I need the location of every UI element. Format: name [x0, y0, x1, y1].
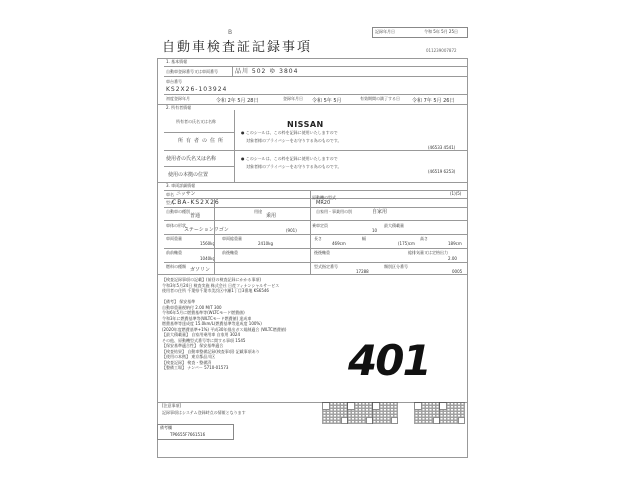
qr-code-2: [347, 402, 373, 424]
weight-value: 1560kg: [200, 241, 216, 246]
nissan-logo: NISSAN: [287, 120, 324, 129]
width-value: (175)cm: [398, 241, 415, 246]
gross-value: 2410kg: [258, 241, 274, 246]
capacity-value: 10: [372, 228, 378, 233]
user-location-label: 使用の本拠の位置: [168, 172, 209, 178]
shape-code: (901): [286, 228, 297, 233]
use-label: 用途: [254, 209, 262, 214]
engine-value: MR20: [316, 200, 331, 206]
length-label: 長さ: [314, 236, 322, 241]
remarks-line: 令和3年に燃費基準等(WLTCモード燃費値) 達成車: [162, 315, 252, 321]
bottom-label: 備考欄: [160, 425, 172, 430]
remarks-line: 【最大積載量】 自家用乗用車 自家用 3024: [162, 332, 240, 337]
reg-date-value: 令和 5年 5月: [312, 98, 342, 104]
remarks-line: 燃費基準等達成度 15.0km/L(燃費基準等達成度 100%): [162, 321, 262, 326]
rr-label: 後後軸重: [314, 250, 330, 255]
remarks-line: 令和6年5月に燃費基準等(WLTCモード燃費値): [162, 310, 245, 315]
owner-name-label: 所有者の氏名又は名称: [176, 119, 216, 124]
owner-code-1: (46533 4541): [428, 145, 456, 150]
handwritten-number: 401: [348, 336, 430, 385]
class-id-value: 0005: [452, 269, 463, 274]
remarks-line: その他、原動機型式番号等に関する事項 1545: [162, 337, 246, 343]
document-title: 自動車検査証記録事項: [162, 40, 313, 55]
privacy-note-2b: 対象者様のプライバシーをお守りする為のものです。: [246, 164, 342, 169]
remarks-line: (2020年度燃費基準+1%) 平成30年排出ガス規制適合 (WLTC燃費値): [162, 326, 287, 332]
remarks-line: 【検査記録】 検査・整備済: [162, 359, 212, 365]
gross-label: 車両総重量: [222, 236, 242, 241]
qr-code-1: [322, 402, 348, 424]
remarks-line: 【備考】 保安基準: [162, 299, 196, 304]
privacy-note-1: ● このシールは、この枠を記録に使用いたしますので: [241, 130, 338, 135]
purpose-value: 自家用: [372, 209, 388, 215]
height-value: 189cm: [448, 241, 462, 246]
chassis-value: KS2X26-103924: [166, 86, 228, 93]
note-label: [注意事項]: [162, 403, 182, 408]
remarks-line: 令和3年5月24日 検査実施 株式会社 日産フィナンシャルサービス: [162, 282, 280, 288]
remarks-line: 自動車重量税納付 2.00 M/T 300: [162, 304, 222, 310]
privacy-note-2: ● このシールは、この枠を記録に使用いたしますので: [241, 156, 338, 161]
type-label: 自動車の種別: [166, 209, 190, 214]
remarks-line: 【検査記録事項の記載】(前回の検査記録にかかる事項): [162, 277, 262, 282]
remarks-line: 【検査結果】 自動車整備記録(検査事項) 記載事項あり: [162, 348, 260, 354]
fa-label: 前前軸重: [166, 250, 182, 255]
expiry-label: 有効期間の満了する日: [360, 96, 400, 101]
issue-box-label: 記録年月日: [375, 29, 395, 34]
fuel-label: 燃料の種類: [166, 264, 186, 269]
shape-value: ステーションワゴン: [184, 227, 229, 233]
maker-value: ニッサン: [176, 191, 196, 197]
remarks-line: 【整備工場】 ナンバー 5710-01573: [162, 365, 229, 370]
displacement-label: 総排気量又は定格出力: [408, 250, 448, 255]
weight-label: 車両重量: [166, 236, 182, 241]
purpose-label: 自家用・事業用の別: [316, 209, 352, 214]
capacity-label: 乗車定員: [312, 223, 328, 228]
qr-code-5: [439, 402, 465, 424]
displacement-value: 2.00: [448, 256, 457, 261]
maker-code: (1)(5): [450, 191, 462, 196]
maker-label: 車名: [166, 192, 174, 197]
fuel-value: ガソリン: [190, 267, 211, 273]
remarks-line: 使用者の住所 千葉県千葉市美浜区中瀬1丁目3番地 KS6546: [162, 288, 269, 293]
type-value: 普通: [190, 213, 201, 219]
type-id-label: 型式指定番号: [314, 264, 338, 269]
qr-code-3: [372, 402, 398, 424]
expiry-value: 令和 7年 5月 26日: [412, 98, 455, 104]
fa-value: 1040kg: [200, 256, 216, 261]
model-value: CBA-KS2X26: [172, 199, 220, 206]
reg-value: 品川 502 ゆ 3804: [235, 68, 299, 75]
owner-section-label: 2. 所有者情報: [166, 105, 192, 110]
ff-label: 前後軸重: [222, 250, 238, 255]
height-label: 高さ: [420, 236, 428, 241]
bottom-value: TP6655F7661516: [170, 432, 206, 437]
reg-label: 自動車登録番号又は車両番号: [166, 69, 218, 74]
qr-code-4: [414, 402, 440, 424]
class-id-label: 類別区分番号: [384, 264, 408, 269]
type-id-value: 17288: [356, 269, 369, 274]
use-value: 乗用: [266, 213, 277, 219]
vehicle-section-label: 3. 車両詳細情報: [166, 183, 196, 188]
first-reg-value: 令和 2年 5月 28日: [216, 98, 259, 104]
first-reg-label: 初度登録年月: [166, 96, 190, 101]
remarks-line: 【保安基準適合性】 保安基準適合: [162, 343, 224, 348]
document-number: 011239007872: [426, 48, 457, 53]
remarks-line: 【使用の本拠】 東京都品川区: [162, 354, 216, 359]
max-load-label: 最大積載量: [384, 223, 404, 228]
owner-address-label: 所有者の住所: [178, 138, 227, 144]
owner-code-2: (46519 6253): [428, 169, 456, 174]
issue-box-value: 令和 5年 5月 25日: [424, 29, 458, 34]
width-label: 幅: [362, 236, 366, 241]
basic-section-label: 1. 基本情報: [166, 59, 188, 64]
corner-mark: B: [228, 29, 233, 36]
user-name-label: 使用者の氏名又は名称: [166, 156, 217, 162]
chassis-label: 車台番号: [166, 79, 182, 84]
shape-label: 車体の形状: [166, 223, 186, 228]
reg-date-label: 登録年月日: [283, 96, 303, 101]
note-line: 記録事項はシステム登録時点の情報となります: [162, 410, 246, 415]
engine-label: 原動機の型式: [312, 195, 336, 200]
model-label: 型式: [166, 200, 174, 205]
privacy-note-1b: 対象者様のプライバシーをお守りする為のものです。: [246, 138, 342, 143]
length-value: 469cm: [332, 241, 346, 246]
